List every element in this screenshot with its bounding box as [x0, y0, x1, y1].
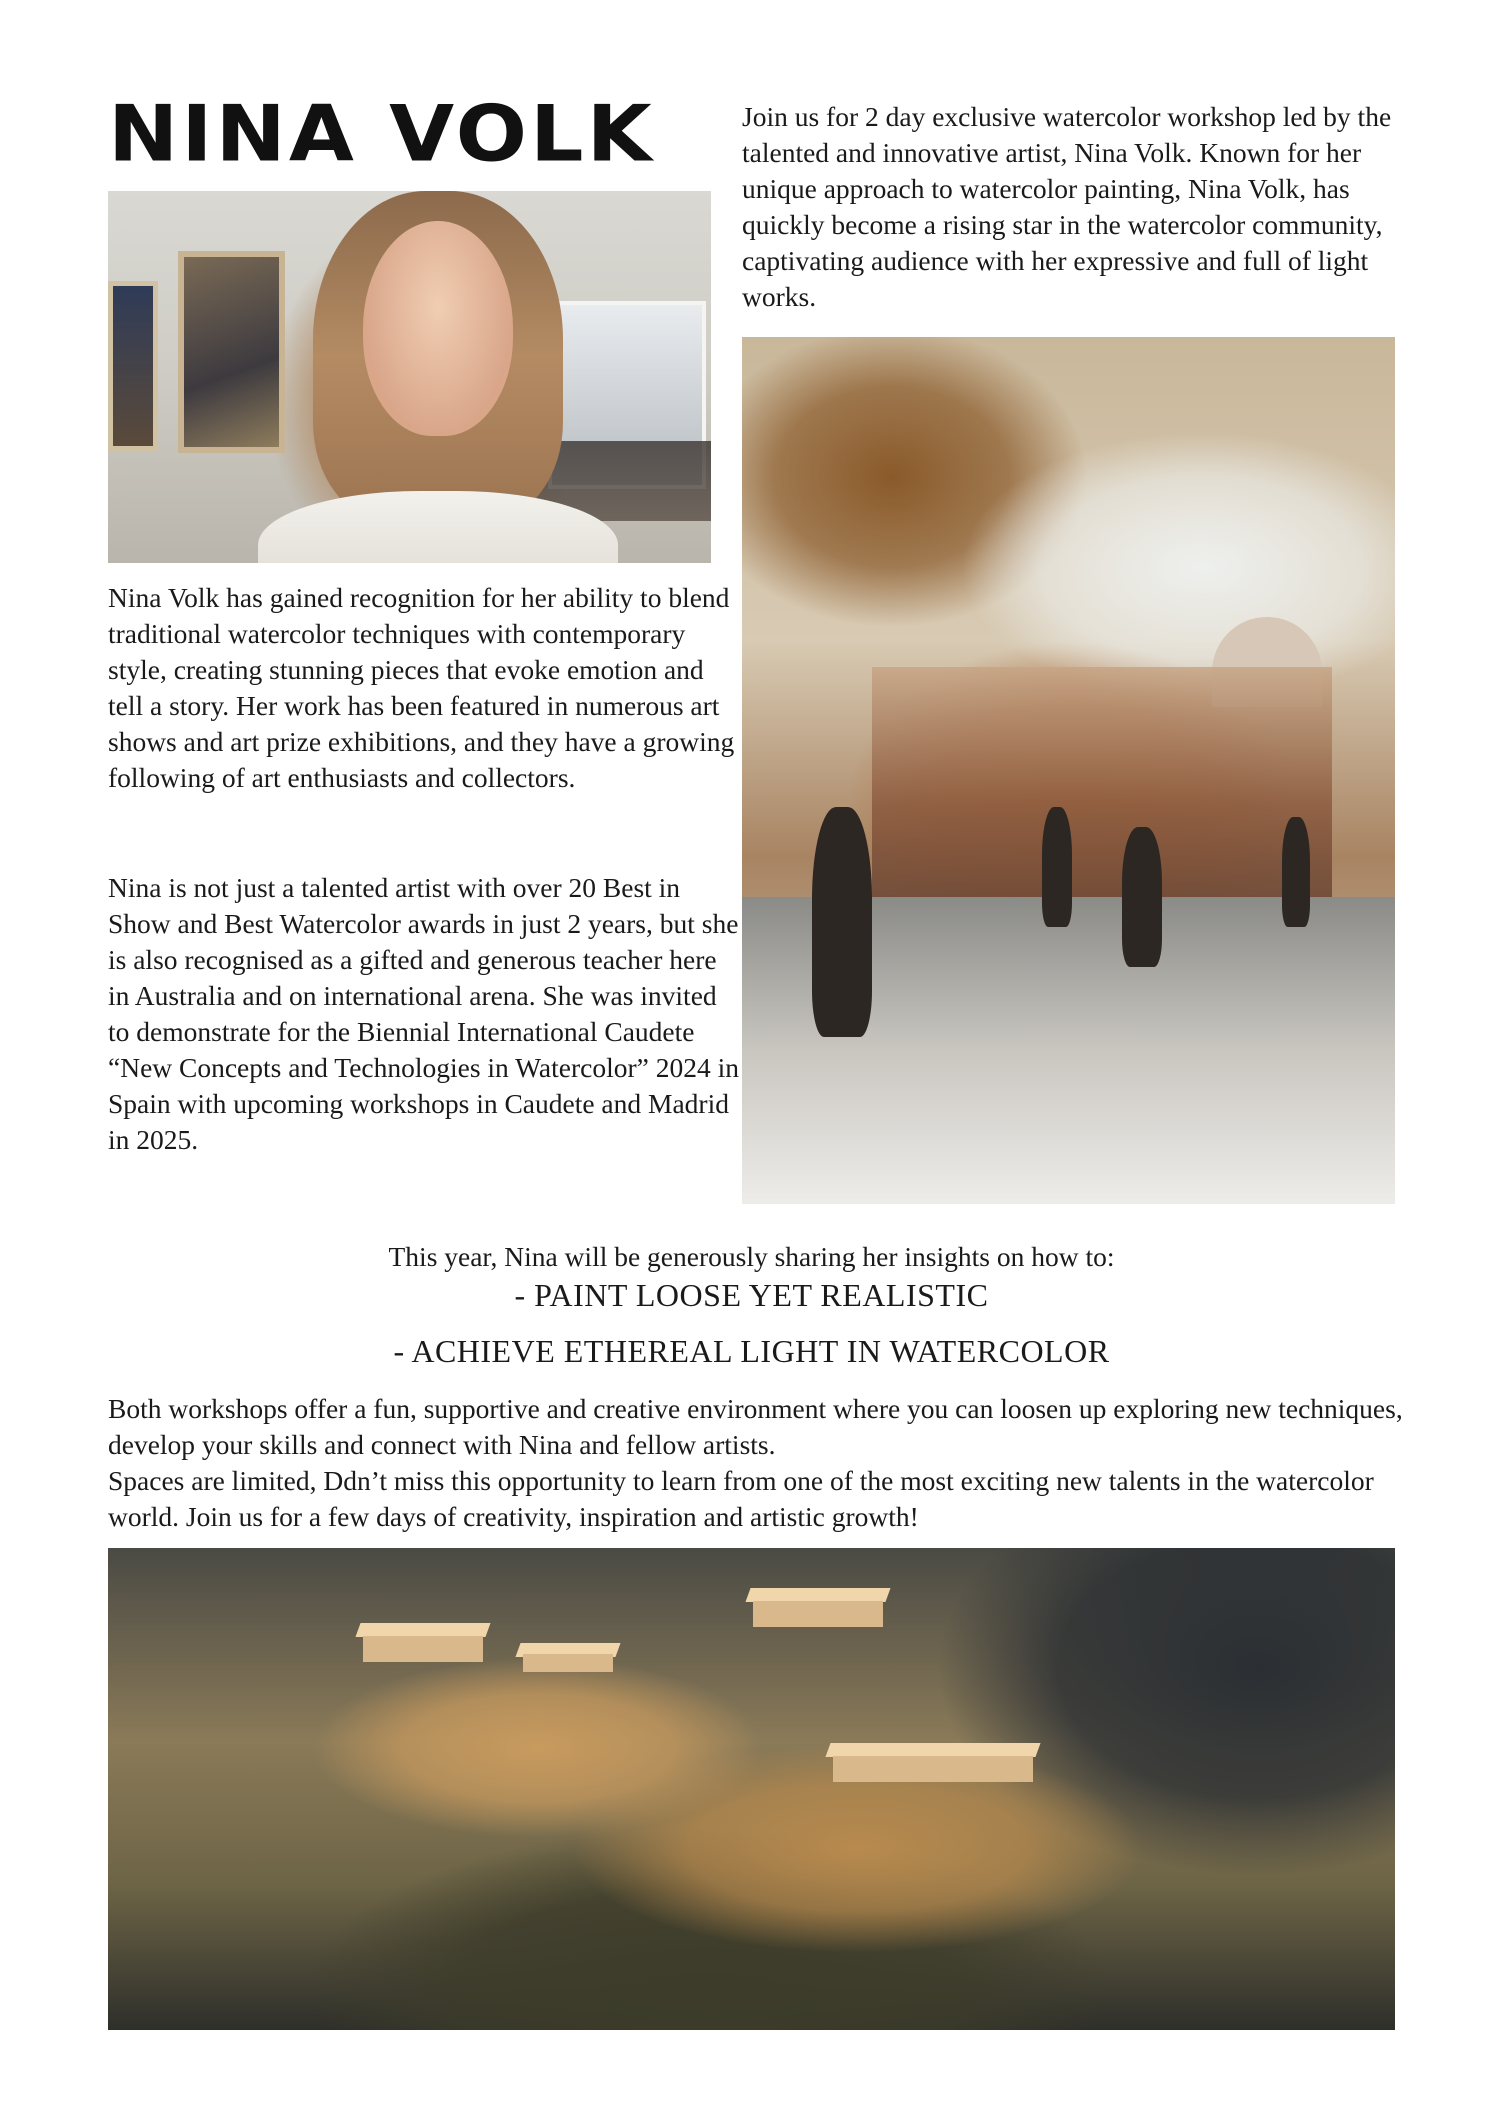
- closing-line-2: Spaces are limited, Ddn’t miss this opportunity to learn from one of the most exciting new talents in the watercolor world. Join us for a few days of creativity, inspiration and artistic growth!: [108, 1465, 1374, 1532]
- wall-painting-frame: [108, 281, 158, 451]
- artist-face: [363, 221, 513, 436]
- pedestrian-figure: [1122, 827, 1162, 967]
- insight-item: - ACHIEVE ETHEREAL LIGHT IN WATERCOLOR: [393, 1333, 1110, 1369]
- pedestrian-figure: [1042, 807, 1072, 927]
- historic-building: [872, 667, 1332, 897]
- pedestrian-figure: [1282, 817, 1310, 927]
- bio-paragraph-2: Nina is not just a talented artist with over 20 Best in Show and Best Watercolor awards in just 2 years, but she is also recognised as a gifted and generous teacher here in Australia and on international arena. She was invited to demonstrate for the Biennial International Caudete “New Concepts and Technologies in Watercolor” 2024 in Spain with upcoming workshops in Caudete and Madrid in 2025.: [108, 872, 739, 1155]
- wall-painting-frame: [178, 251, 285, 453]
- house: [363, 1636, 483, 1662]
- house: [833, 1756, 1033, 1782]
- intro-paragraph: Join us for 2 day exclusive watercolor workshop led by the talented and innovative artist, Nina Volk. Known for her unique approach to watercolor painting, Nina Volk, has quickly become a rising star in the watercolor community, captivating audience with her expressive and full of light works.: [742, 101, 1392, 312]
- page-title: NINA VOLK: [108, 88, 655, 180]
- bio-paragraph-1: Nina Volk has gained recognition for her ability to blend traditional watercolor techniques with contemporary style, creating stunning pieces that evoke emotion and tell a story. Her work has been featured in numerous art shows and art prize exhibitions, and they have a growing following of art enthusiasts and collectors.: [108, 582, 735, 793]
- insight-item: - PAINT LOOSE YET REALISTIC: [514, 1277, 989, 1313]
- house-roof: [355, 1623, 490, 1637]
- house-roof: [825, 1743, 1040, 1757]
- pedestrian-figure: [812, 807, 872, 1037]
- house-roof: [745, 1588, 890, 1602]
- closing-text: [108, 1391, 1408, 1535]
- house: [753, 1601, 883, 1627]
- closing-line-1: Both workshops offer a fun, supportive and creative environment where you can loosen up exploring new techniques, develop your skills and connect with Nina and fellow artists.: [108, 1393, 1403, 1460]
- artist-portrait-photo: [108, 191, 711, 563]
- insights-intro: This year, Nina will be generously sharing her insights on how to:: [388, 1241, 1115, 1272]
- house: [523, 1654, 613, 1672]
- hillside-landscape-watercolor-painting: [108, 1548, 1395, 2030]
- street-scene-watercolor-painting: [742, 337, 1395, 1204]
